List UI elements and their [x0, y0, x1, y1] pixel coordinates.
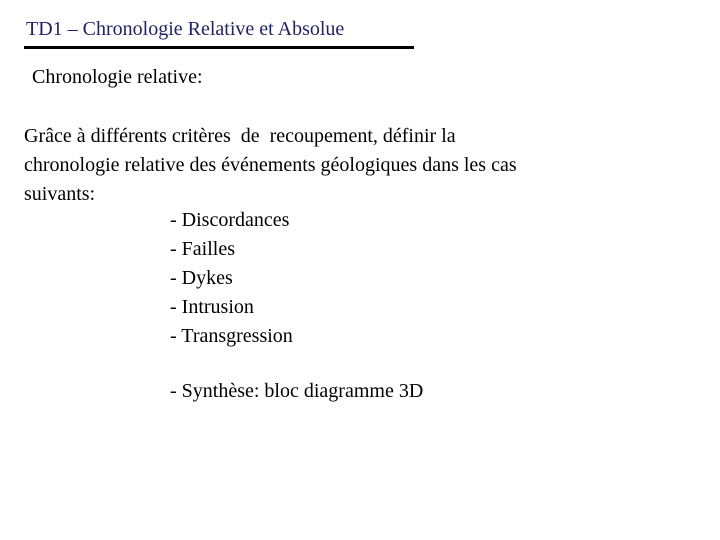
slide-title: TD1 – Chronologie Relative et Absolue	[26, 18, 345, 40]
list-item-intrusion: - Intrusion	[170, 296, 254, 318]
title-underline	[24, 46, 414, 49]
intro-line: suivants:	[24, 183, 96, 205]
section-heading: Chronologie relative:	[32, 66, 203, 88]
case-list	[170, 206, 293, 351]
intro-paragraph	[24, 122, 517, 209]
list-item-dykes: - Dykes	[170, 267, 233, 289]
intro-line: Grâce à différents critères de recoupement, définir la	[24, 125, 456, 147]
list-item-discordances: - Discordances	[170, 209, 290, 231]
synthesis-item: - Synthèse: bloc diagramme 3D	[170, 380, 424, 402]
intro-line: chronologie relative des événements géologiques dans les cas	[24, 154, 517, 176]
list-item-transgression: - Transgression	[170, 325, 293, 347]
list-item-failles: - Failles	[170, 238, 235, 260]
